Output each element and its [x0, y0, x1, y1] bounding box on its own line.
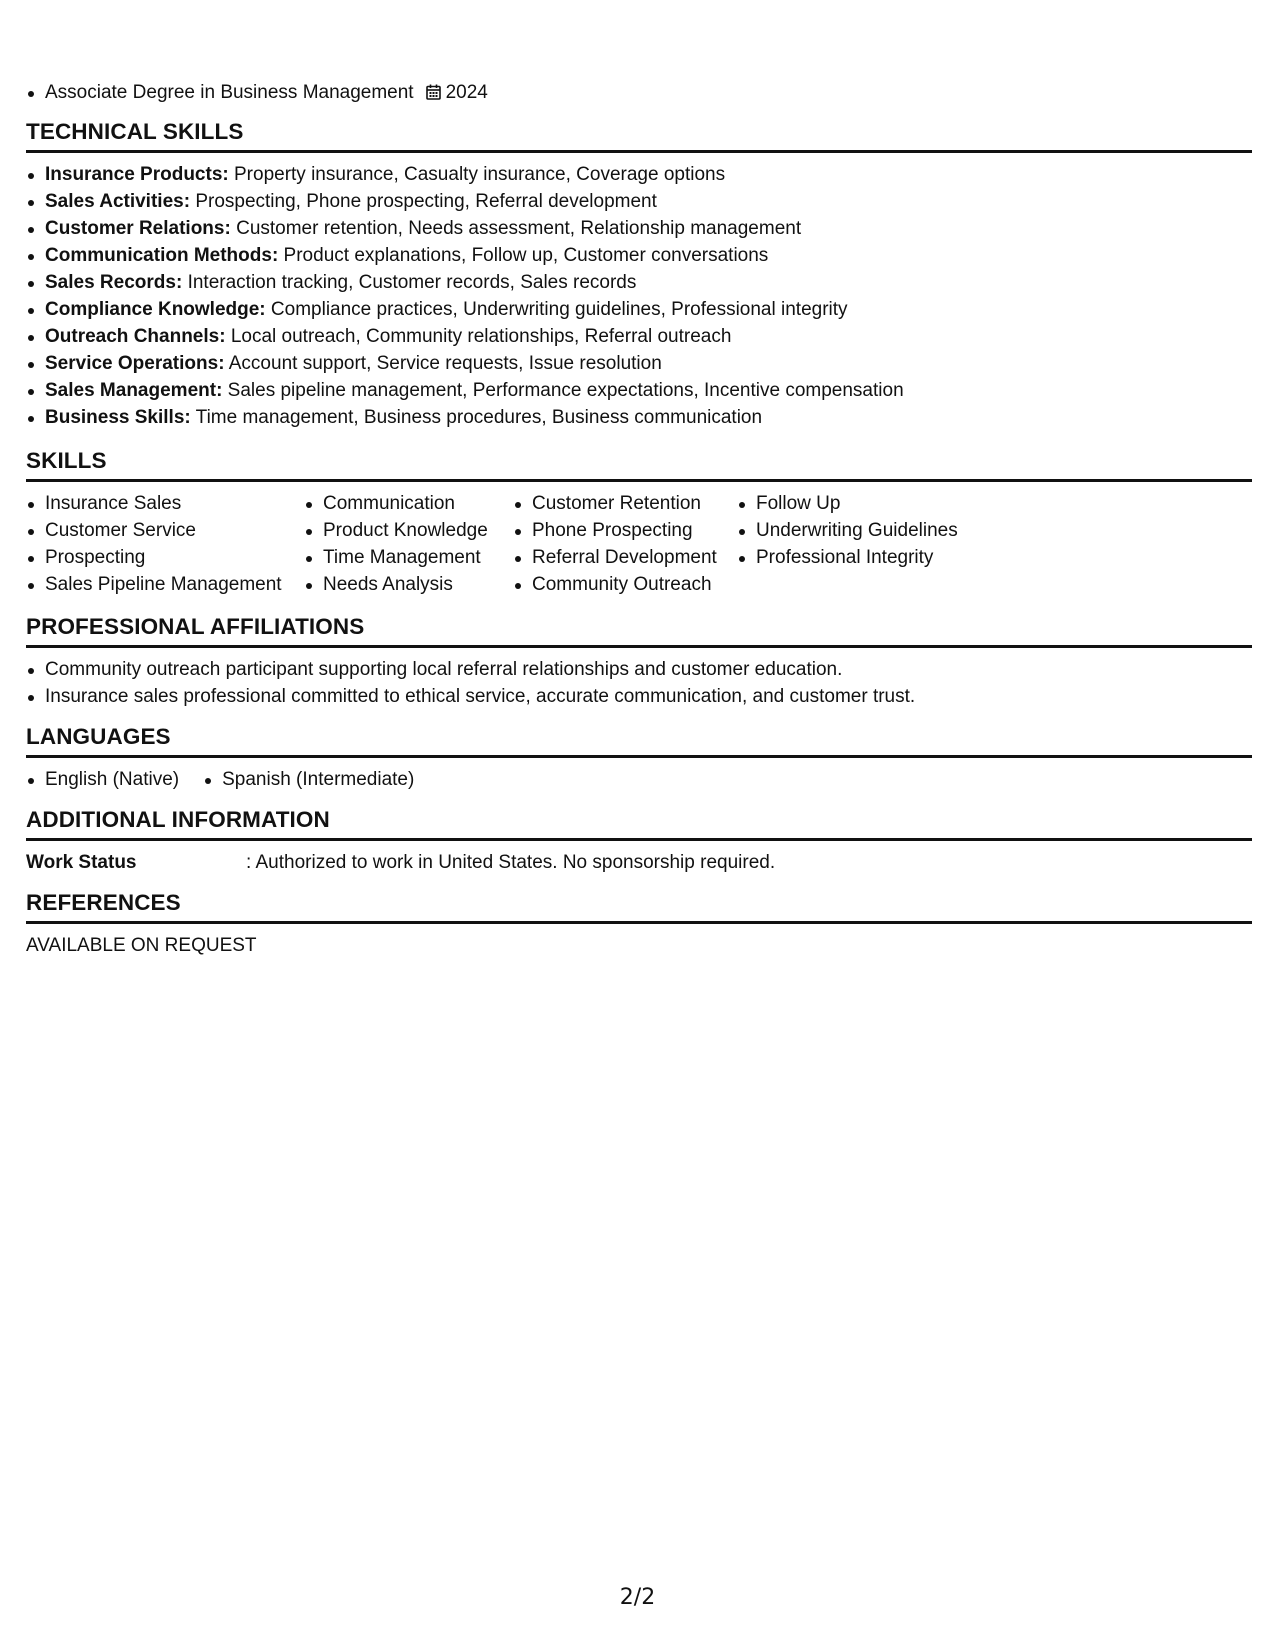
list-item: Community Outreach — [513, 571, 716, 598]
section-heading: ADDITIONAL INFORMATION — [26, 806, 1252, 841]
skills-column — [513, 490, 716, 598]
work-status-row — [26, 849, 1252, 876]
list-item — [26, 404, 1252, 431]
item-label: Compliance Knowledge: — [45, 299, 266, 320]
work-status-value: : Authorized to work in United States. No sponsorship required. — [246, 852, 776, 873]
section-heading: LANGUAGES — [26, 723, 1252, 758]
item-text: Sales pipeline management, Performance expectations, Incentive compensation — [222, 380, 904, 401]
list-item: Prospecting — [26, 544, 283, 571]
languages-list — [26, 766, 1252, 793]
education-item — [26, 79, 488, 108]
list-item — [26, 269, 1252, 296]
item-label: Customer Relations: — [45, 218, 231, 239]
skills-column — [737, 490, 958, 598]
item-text: Local outreach, Community relationships, Referral outreach — [225, 326, 732, 347]
item-label: Communication Methods: — [45, 245, 279, 266]
education-list — [26, 79, 488, 108]
item-label: Insurance Products: — [45, 164, 229, 185]
list-item — [26, 215, 1252, 242]
technical-skills-list — [26, 161, 1252, 431]
degree-year: 2024 — [445, 82, 488, 103]
list-item: Insurance Sales — [26, 490, 283, 517]
skills-section — [26, 447, 1252, 598]
list-item: Product Knowledge — [304, 517, 492, 544]
item-label: Sales Records: — [45, 272, 183, 293]
section-heading: SKILLS — [26, 447, 1252, 482]
section-heading: TECHNICAL SKILLS — [26, 118, 1252, 153]
item-text: Property insurance, Casualty insurance, Coverage options — [228, 164, 726, 185]
list-item: Customer Service — [26, 517, 283, 544]
list-item: Insurance sales professional committed to ethical service, accurate communication, and customer trust. — [26, 683, 1252, 710]
list-item — [26, 323, 1252, 350]
list-item — [26, 161, 1252, 188]
item-label: Outreach Channels: — [45, 326, 226, 347]
item-label: Sales Management: — [45, 380, 223, 401]
list-item: Customer Retention — [513, 490, 716, 517]
affiliations-list — [26, 656, 1252, 710]
item-text: Product explanations, Follow up, Customer conversations — [278, 245, 769, 266]
list-item — [26, 377, 1252, 404]
item-text: Account support, Service requests, Issue resolution — [224, 353, 662, 374]
list-item: English (Native) — [26, 766, 179, 793]
section-heading: PROFESSIONAL AFFILIATIONS — [26, 613, 1252, 648]
affiliations-section — [26, 613, 1252, 710]
item-text: Compliance practices, Underwriting guidelines, Professional integrity — [265, 299, 848, 320]
calendar-icon — [426, 81, 441, 108]
item-label: Business Skills: — [45, 407, 191, 428]
list-item: Underwriting Guidelines — [737, 517, 958, 544]
list-item: Community outreach participant supporting local referral relationships and customer education. — [26, 656, 1252, 683]
list-item: Professional Integrity — [737, 544, 958, 571]
list-item: Phone Prospecting — [513, 517, 716, 544]
skills-column — [304, 490, 492, 598]
list-item: Spanish (Intermediate) — [203, 766, 414, 793]
item-text: Interaction tracking, Customer records, Sales records — [182, 272, 637, 293]
references-text: AVAILABLE ON REQUEST — [26, 935, 257, 956]
skills-columns — [26, 490, 1252, 598]
list-item: Needs Analysis — [304, 571, 492, 598]
degree-name: Associate Degree in Business Management — [45, 82, 414, 103]
list-item — [26, 242, 1252, 269]
page-number: 2/2 — [619, 1585, 656, 1610]
references-section — [26, 889, 1252, 959]
list-item: Time Management — [304, 544, 492, 571]
item-text: Customer retention, Needs assessment, Relationship management — [230, 218, 802, 239]
item-text: Prospecting, Phone prospecting, Referral development — [190, 191, 657, 212]
item-label: Service Operations: — [45, 353, 225, 374]
list-item: Communication — [304, 490, 492, 517]
list-item — [26, 296, 1252, 323]
section-heading: REFERENCES — [26, 889, 1252, 924]
languages-section — [26, 723, 1252, 793]
skills-column — [26, 490, 283, 598]
additional-info-section — [26, 806, 1252, 876]
list-item — [26, 350, 1252, 377]
technical-skills-section — [26, 118, 1252, 431]
list-item — [26, 188, 1252, 215]
item-text: Time management, Business procedures, Business communication — [190, 407, 763, 428]
list-item: Sales Pipeline Management — [26, 571, 283, 598]
list-item: Referral Development — [513, 544, 716, 571]
list-item: Follow Up — [737, 490, 958, 517]
work-status-label: Work Status — [26, 852, 137, 873]
item-label: Sales Activities: — [45, 191, 191, 212]
